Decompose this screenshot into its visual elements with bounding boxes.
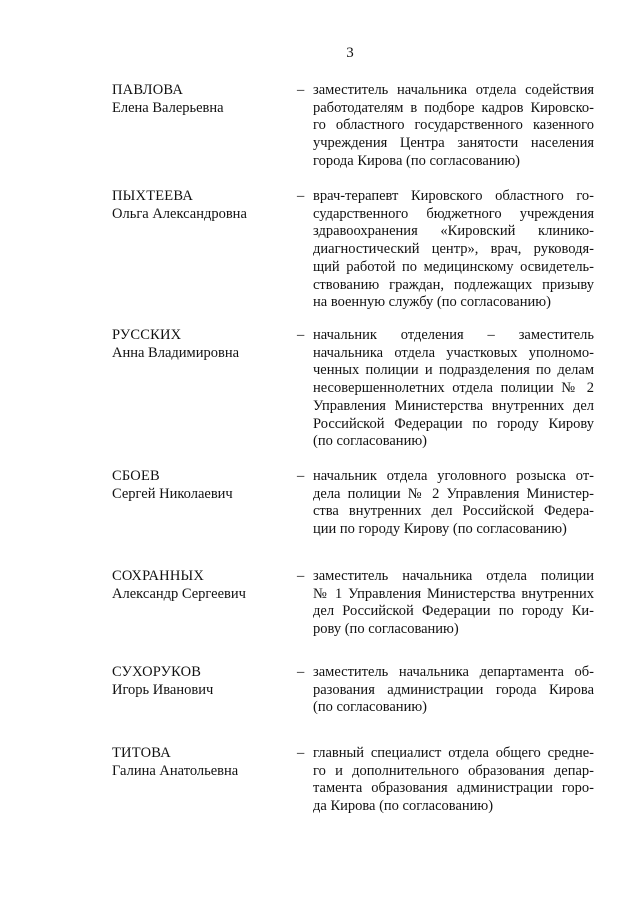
member-surname: ПЫХТЕЕВА: [112, 188, 193, 204]
member-given-name: Ольга Александровна: [112, 205, 247, 222]
member-role: [313, 188, 594, 312]
role-line: на военную службу (по согласованию): [313, 294, 551, 311]
role-dash: –: [297, 568, 305, 584]
role-line: да Кирова (по согласованию): [313, 798, 494, 815]
role-line: города Кирова (по согласованию): [313, 152, 520, 169]
member-person: [112, 468, 282, 503]
role-dash: –: [297, 82, 305, 98]
role-line: Управления Министерства внутренних дел: [313, 397, 594, 414]
role-line: заместитель начальника отдела полиции: [313, 568, 594, 584]
member-person: [112, 82, 282, 117]
role-line: ства внутренних дел Российской Федера-: [313, 503, 594, 520]
role-dash: –: [297, 664, 305, 680]
member-person: [112, 745, 282, 780]
member-surname: СУХОРУКОВ: [112, 664, 202, 680]
member-role: [313, 745, 594, 816]
member-given-name: Александр Сергеевич: [112, 585, 246, 602]
member-surname: ТИТОВА: [112, 745, 171, 761]
role-line: начальник отделения – заместитель: [313, 327, 594, 343]
role-dash: –: [297, 188, 305, 204]
role-line: ствованию граждан, подлежащих призыву: [313, 276, 594, 293]
role-line: сударственного бюджетного учреждения: [313, 205, 594, 222]
role-line: заместитель начальника отдела содействия: [313, 82, 594, 98]
member-surname: ПАВЛОВА: [112, 82, 183, 98]
member-surname: СОХРАННЫХ: [112, 568, 205, 584]
member-role: [313, 568, 594, 639]
role-line: несовершеннолетних отдела полиции № 2: [313, 380, 594, 397]
role-line: начальника отдела участковых уполномо-: [313, 344, 594, 361]
role-line: тамента образования администрации горо-: [313, 780, 594, 797]
role-line: (по согласованию): [313, 433, 427, 450]
member-entry: [112, 745, 602, 885]
member-entry: [112, 188, 602, 328]
role-line: начальник отдела уголовного розыска от-: [313, 468, 594, 484]
role-line: ченных полиции и подразделения по делам: [313, 362, 594, 379]
member-entry: [112, 327, 602, 467]
member-role: [313, 664, 594, 717]
role-line: ции по городу Кирову (по согласованию): [313, 521, 567, 538]
member-role: [313, 468, 594, 539]
role-dash: –: [297, 468, 305, 484]
member-surname: РУССКИХ: [112, 327, 182, 343]
role-line: го областного государственного казенного: [313, 117, 594, 134]
member-role: [313, 327, 594, 451]
member-person: [112, 568, 282, 603]
role-line: врач-терапевт Кировского областного го-: [313, 188, 594, 204]
role-line: щий работой по медицинскому освидетель-: [313, 258, 594, 275]
member-given-name: Сергей Николаевич: [112, 485, 233, 502]
role-line: разования администрации города Кирова: [313, 681, 594, 698]
role-dash: –: [297, 745, 305, 761]
role-line: диагностический центр», врач, руководя-: [313, 241, 594, 258]
member-given-name: Анна Владимировна: [112, 344, 240, 361]
member-given-name: Галина Анатольевна: [112, 762, 239, 779]
role-line: здравоохранения «Кировский клинико-: [313, 223, 594, 240]
member-person: [112, 327, 282, 362]
member-role: [313, 82, 594, 171]
member-person: [112, 664, 282, 699]
role-line: дела полиции № 2 Управления Министер-: [313, 485, 594, 502]
member-surname: СБОЕВ: [112, 468, 160, 484]
role-line: заместитель начальника департамента об-: [313, 664, 594, 680]
role-line: работодателям в подборе кадров Кировско-: [313, 99, 594, 116]
member-given-name: Игорь Иванович: [112, 681, 214, 698]
member-person: [112, 188, 282, 223]
role-line: учреждения Центра занятости населения: [313, 135, 594, 152]
role-line: рову (по согласованию): [313, 621, 459, 638]
role-line: (по согласованию): [313, 699, 427, 716]
page-number: 3: [346, 45, 354, 61]
role-line: № 1 Управления Министерства внутренних: [313, 585, 594, 602]
role-line: Российской Федерации по городу Кирову: [313, 415, 594, 432]
role-line: дел Российской Федерации по городу Ки-: [313, 603, 594, 620]
role-line: го и дополнительного образования депар-: [313, 762, 594, 779]
member-given-name: Елена Валерьевна: [112, 99, 224, 116]
role-dash: –: [297, 327, 305, 343]
role-line: главный специалист отдела общего средне-: [313, 745, 594, 761]
